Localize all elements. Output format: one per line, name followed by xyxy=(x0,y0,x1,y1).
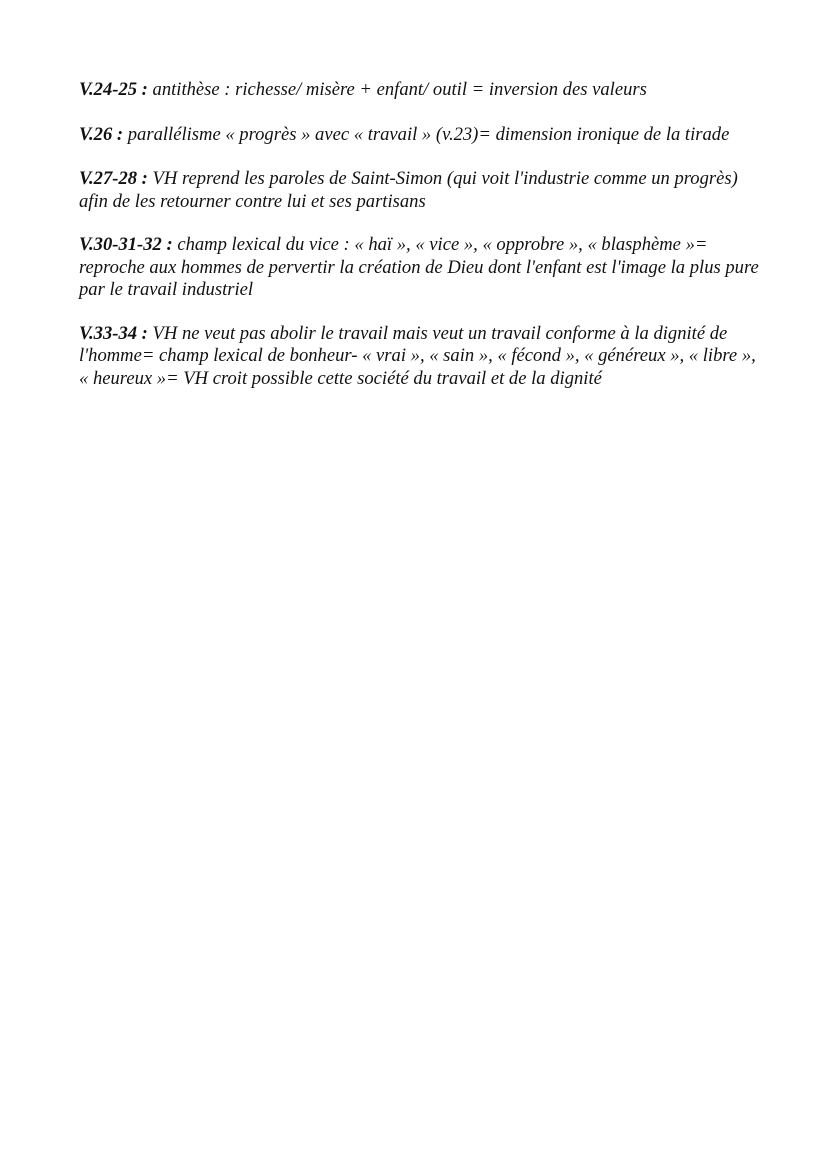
note-text: VH ne veut pas abolir le travail mais veut un travail conforme à la dignité de l'homme= champ lexical de bonheur- « vrai », « sain », « fécond », « généreux », « libre », « heureux »= VH croit possible cette société du travail et de la dignité xyxy=(79,322,756,389)
document-body xyxy=(79,79,759,412)
note-paragraph-v30-31-32 xyxy=(79,234,759,302)
verse-label: V.26 : xyxy=(79,123,124,145)
note-paragraph-v26 xyxy=(79,124,759,147)
note-text: VH reprend les paroles de Saint-Simon (qui voit l'industrie comme un progrès) afin de les retourner contre lui et ses partisans xyxy=(79,168,738,212)
verse-label: V.24-25 : xyxy=(79,79,148,100)
verse-label: V.30-31-32 : xyxy=(79,234,173,255)
note-paragraph-v24-25 xyxy=(79,79,759,102)
note-paragraph-v27-28 xyxy=(79,168,759,213)
note-text: champ lexical du vice : « haï », « vice », « opprobre », « blasphème »= reproche aux hommes de pervertir la création de Dieu dont l'enfant est l'image la plus pure par le travail industriel xyxy=(79,234,759,300)
verse-label: V.33-34 : xyxy=(79,322,148,344)
note-text: antithèse : richesse/ misère + enfant/ outil = inversion des valeurs xyxy=(147,79,647,100)
note-text: parallélisme « progrès » avec « travail » (v.23)= dimension ironique de la tirade xyxy=(123,123,730,145)
verse-label: V.27-28 : xyxy=(79,168,148,189)
note-paragraph-v33-34 xyxy=(79,323,759,391)
